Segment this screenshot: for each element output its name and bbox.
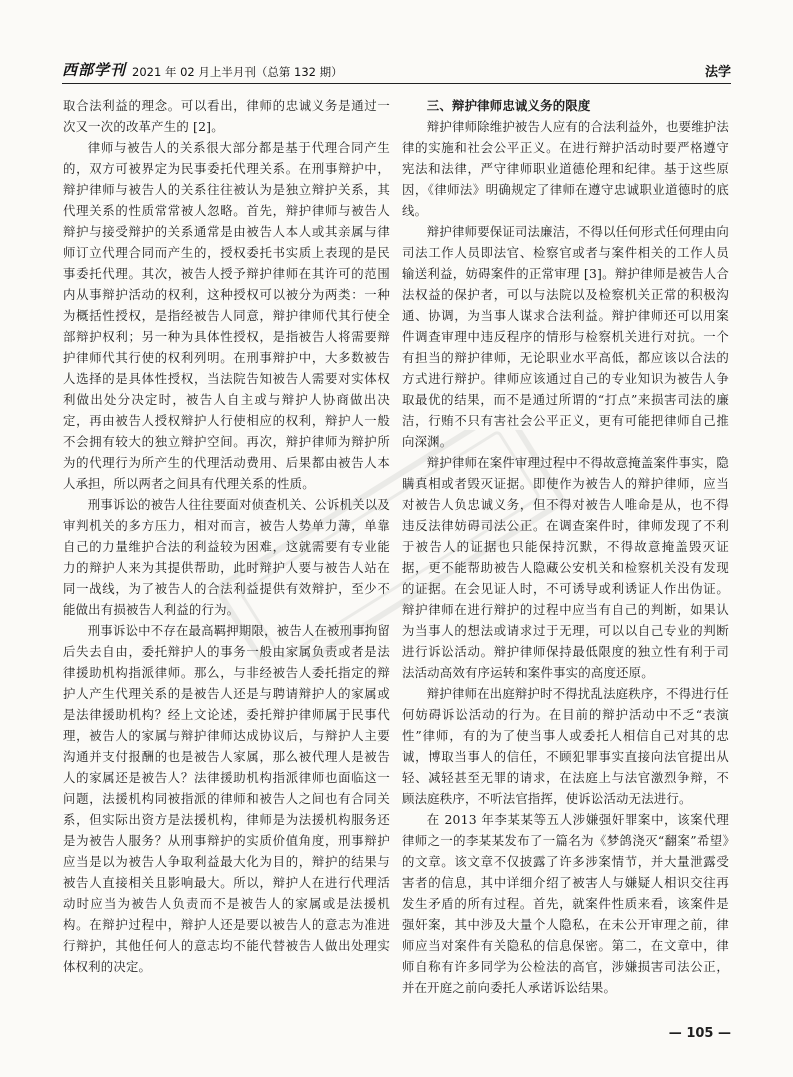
paragraph: 刑事诉讼的被告人往往要面对侦查机关、公诉机关以及审判机关的多方压力，相对而言，被告人势单力薄，单靠自己的力量维护合法的利益较为困难，这就需要有专业能力的辩护人来为其提供帮助，此时辩护人要与被告人站在同一战线，为了被告人的合法利益提供有效辩护，至少不能做出有损被告人利益的行为。 [63,497,390,617]
paragraph: 辩护律师在案件审理过程中不得故意掩盖案件事实，隐瞒真相或者毁灭证据。即使作为被告人的辩护律师，应当对被告人负忠诚义务，但不得对被告人唯命是从，也不得违反法律妨碍司法公正。在调查案件时，律师发现了不利于被告人的证据也只能保持沉默，不得故意掩盖毁灭证据，更不能帮助被告人隐藏公安机关和检察机关没有发现的证据。在会见证人时，不可诱导或利诱证人作出伪证。辩护律师在进行辩护的过程中应当有自己的判断，如果认为当事人的想法或请求过于无理，可以以自己专业的判断进行诉讼活动。辩护律师保持最低限度的独立性有利于司法活动高效有序运转和案件事实的高度还原。 [402,455,729,680]
paragraph: 辩护律师除维护被告人应有的合法利益外，也要维护法律的实施和社会公平正义。在进行辩护活动时要严格遵守宪法和法律，严守律师职业道德伦理和纪律。基于这些原因，《律师法》明确规定了律师在遵守忠诚职业道德时的底线。 [402,119,729,218]
paragraph: 在 2013 年李某某等五人涉嫌强奸罪案中，该案代理律师之一的李某某发布了一篇名为《梦鸽浇灭“翻案”希望》的文章。该文章不仅披露了许多涉案情节，并大量泄露受害者的信息，其中详细介绍了被害人与嫌疑人相识交往再发生矛盾的所有过程。首先，就案件性质来看，该案件是强奸案，其中涉及大量个人隐私，在未公开审理之前，律师应当对案件有关隐私的信息保密。第二，在文章中，律师自称有许多同学为公检法的高官，涉嫌损害司法公正，并在开庭之前向委托人承诺诉讼结果。 [402,812,729,995]
paragraph: 辩护律师在出庭辩护时不得扰乱法庭秩序，不得进行任何妨碍诉讼活动的行为。在目前的辩护活动中不乏“表演性”律师，有的为了使当事人或委托人相信自己对其的忠诚，博取当事人的信任，不顾犯罪事实直接向法官提出从轻、减轻甚至无罪的请求，在法庭上与法官激烈争辩，不顾法庭秩序，不听法官指挥，使诉讼活动无法进行。 [402,686,729,806]
issue-info: 2021 年 02 月上半月刊（总第 132 期） [132,65,343,79]
paragraph: 辩护律师要保证司法廉洁，不得以任何形式任何理由向司法工作人员即法官、检察官或者与案件相关的工作人员输送利益，妨碍案件的正常审理 [3]。辩护律师是被告人合法权益的保护者，可以与法院以及检察机关正常的积极沟通、协调，为当事人谋求合法利益。辩护律师还可以用案件调查审理中违反程序的情形与检察机关进行对抗。一个有担当的辩护律师，无论职业水平高低，都应该以合法的方式进行辩护。律师应该通过自己的专业知识为被告人争取最优的结果，而不是通过所谓的“打点”来损害司法的廉洁，行贿不只有害社会公平正义，更有可能把律师自己推向深渊。 [402,224,729,449]
paragraph: 取合法利益的理念。可以看出，律师的忠诚义务是通过一次又一次的改革产生的 [2]。 [63,98,390,134]
page-number: — 105 — [668,1026,731,1041]
journal-logo: 西部学刊 [62,61,127,79]
paragraph: 刑事诉讼中不存在最高羁押期限，被告人在被刑事拘留后失去自由，委托辩护人的事务一般由家属负责或者是法律援助机构指派律师。那么，与非经被告人委托指定的辩护人产生代理关系的是被告人还是与聘请辩护人的家属或是法律援助机构？经上文论述，委托辩护律师属于民事代理，被告人的家属与辩护律师达成协议后，与辩护人主要沟通并支付报酬的也是被告人家属，那么被代理人是被告人的家属还是被告人？法律援助机构指派律师也面临这一问题，法援机构同被指派的律师和被告人之间也有合同关系，但实际出资方是法援机构，律师是为法援机构服务还是为被告人服务？从刑事辩护的实质价值角度，刑事辩护应当是以为被告人争取利益最大化为目的，辩护的结果与被告人直接相关且影响最大。所以，辩护人在进行代理活动时应当为被告人负责而不是被告人的家属或是法援机构。在辩护过程中，辩护人还是要以被告人的意志为准进行辩护，其他任何人的意志均不能代替被告人做出处理实体权利的决定。 [63,623,390,974]
right-column [402,95,729,998]
section-name: 法学 [704,65,731,80]
section-heading: 三、辩护律师忠诚义务的限度 [426,98,591,113]
left-column [63,95,390,977]
header-left [62,59,343,80]
header-divider [62,83,731,84]
paragraph: 律师与被告人的关系很大部分都是基于代理合同产生的，双方可被界定为民事委托代理关系。在刑事辩护中，辩护律师与被告人的关系往往被认为是独立辩护关系，其代理关系的性质常常被人忽略。首先，辩护律师与被告人辩护与接受辩护的关系通常是由被告人本人或其亲属与律师订立代理合同而产生的，授权委托书实质上表现的是民事委托代理。其次，被告人授予辩护律师在其许可的范围内从事辩护活动的权利，这种授权可以被分为两类：一种为概括性授权，是指经被告人同意，辩护律师代其行使全部辩护权利；另一种为具体性授权，是指被告人将需要辩护律师代其行使的权利列明。在刑事辩护中，大多数被告人选择的是具体性授权，当法院告知被告人需要对实体权利做出处分决定时，被告人自主或与辩护人协商做出决定，再由被告人授权辩护人行使相应的权利，辩护人一般不会拥有较大的独立辩护空间。再次，辩护律师为辩护所为的代理行为所产生的代理活动费用、后果都由被告人本人承担，所以两者之间具有代理关系的性质。 [63,140,390,491]
running-header [62,56,731,80]
